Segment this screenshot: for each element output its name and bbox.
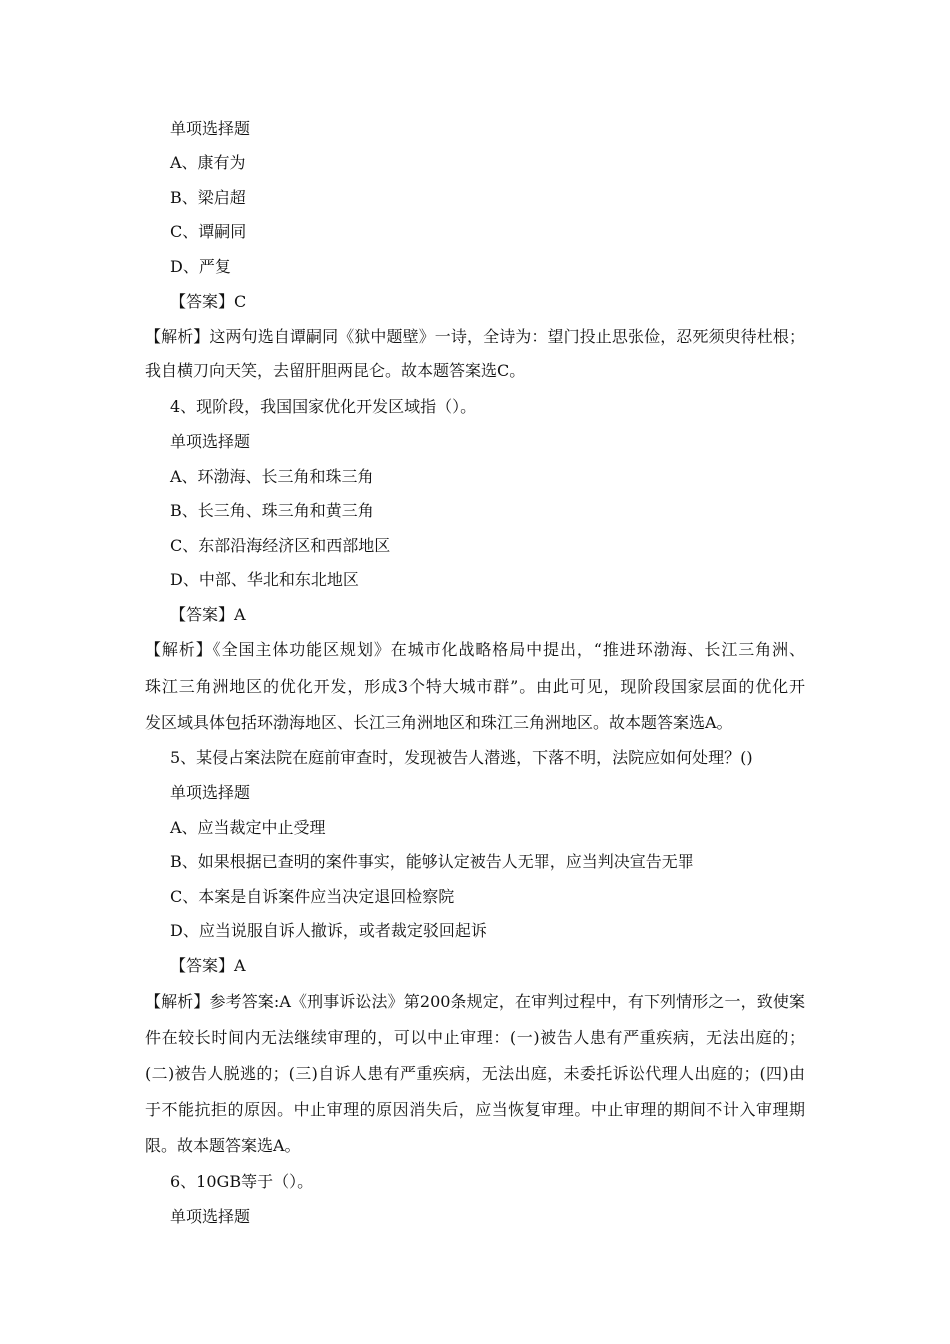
q6-type: 单项选择题 bbox=[170, 1207, 251, 1226]
q5-answer: 【答案】A bbox=[170, 956, 246, 975]
q5-option-b: B、如果根据已查明的案件事实，能够认定被告人无罪，应当判决宣告无罪 bbox=[170, 852, 694, 871]
q4-answer: 【答案】A bbox=[170, 605, 246, 624]
q3-analysis-line-2: 我自横刀向天笑，去留肝胆两昆仑。故本题答案选C。 bbox=[145, 361, 526, 380]
q4-stem: 4、现阶段，我国国家优化开发区域指（）。 bbox=[170, 397, 477, 416]
q3-answer: 【答案】C bbox=[170, 292, 247, 311]
q3-option-c: C、谭嗣同 bbox=[170, 222, 247, 241]
q3-option-b: B、梁启超 bbox=[170, 188, 246, 207]
q4-analysis-line-2: 珠江三角洲地区的优化开发，形成3个特大城市群”。由此可见，现阶段国家层面的优化开 bbox=[145, 677, 805, 696]
q4-option-c: C、东部沿海经济区和西部地区 bbox=[170, 536, 391, 555]
q4-option-a: A、环渤海、长三角和珠三角 bbox=[170, 467, 374, 486]
q4-option-b: B、长三角、珠三角和黄三角 bbox=[170, 501, 374, 520]
q3-option-a: A、康有为 bbox=[170, 153, 246, 172]
q5-option-a: A、应当裁定中止受理 bbox=[170, 818, 326, 837]
q4-option-d: D、中部、华北和东北地区 bbox=[170, 570, 359, 589]
q3-option-d: D、严复 bbox=[170, 257, 231, 276]
q5-type: 单项选择题 bbox=[170, 783, 251, 802]
q5-option-c: C、本案是自诉案件应当决定退回检察院 bbox=[170, 887, 455, 906]
q4-analysis-line-3: 发区域具体包括环渤海地区、长江三角洲地区和珠江三角洲地区。故本题答案选A。 bbox=[145, 713, 733, 732]
q5-option-d: D、应当说服自诉人撤诉，或者裁定驳回起诉 bbox=[170, 921, 487, 940]
q3-type: 单项选择题 bbox=[170, 119, 251, 138]
q5-analysis-line-1: 【解析】参考答案:A《刑事诉讼法》第200条规定，在审判过程中，有下列情形之一，致使案 bbox=[145, 992, 805, 1011]
q4-type: 单项选择题 bbox=[170, 432, 251, 451]
q4-analysis-line-1: 【解析】《全国主体功能区规划》在城市化战略格局中提出，“推进环渤海、长江三角洲、 bbox=[145, 640, 805, 659]
q5-analysis-line-3: (二)被告人脱逃的；(三)自诉人患有严重疾病，无法出庭，未委托诉讼代理人出庭的；(四)由 bbox=[145, 1064, 805, 1083]
q6-stem: 6、10GB等于（）。 bbox=[170, 1172, 314, 1191]
q3-analysis-line-1: 【解析】这两句选自谭嗣同《狱中题壁》一诗，全诗为：望门投止思张俭，忍死须臾待杜根； bbox=[145, 327, 805, 346]
q5-analysis-line-4: 于不能抗拒的原因。中止审理的原因消失后，应当恢复审理。中止审理的期间不计入审理期 bbox=[145, 1100, 805, 1119]
q5-stem: 5、某侵占案法院在庭前审查时，发现被告人潜逃，下落不明，法院应如何处理？() bbox=[170, 748, 753, 767]
q5-analysis-line-5: 限。故本题答案选A。 bbox=[145, 1136, 301, 1155]
q5-analysis-line-2: 件在较长时间内无法继续审理的，可以中止审理：(一)被告人患有严重疾病，无法出庭的； bbox=[145, 1028, 805, 1047]
